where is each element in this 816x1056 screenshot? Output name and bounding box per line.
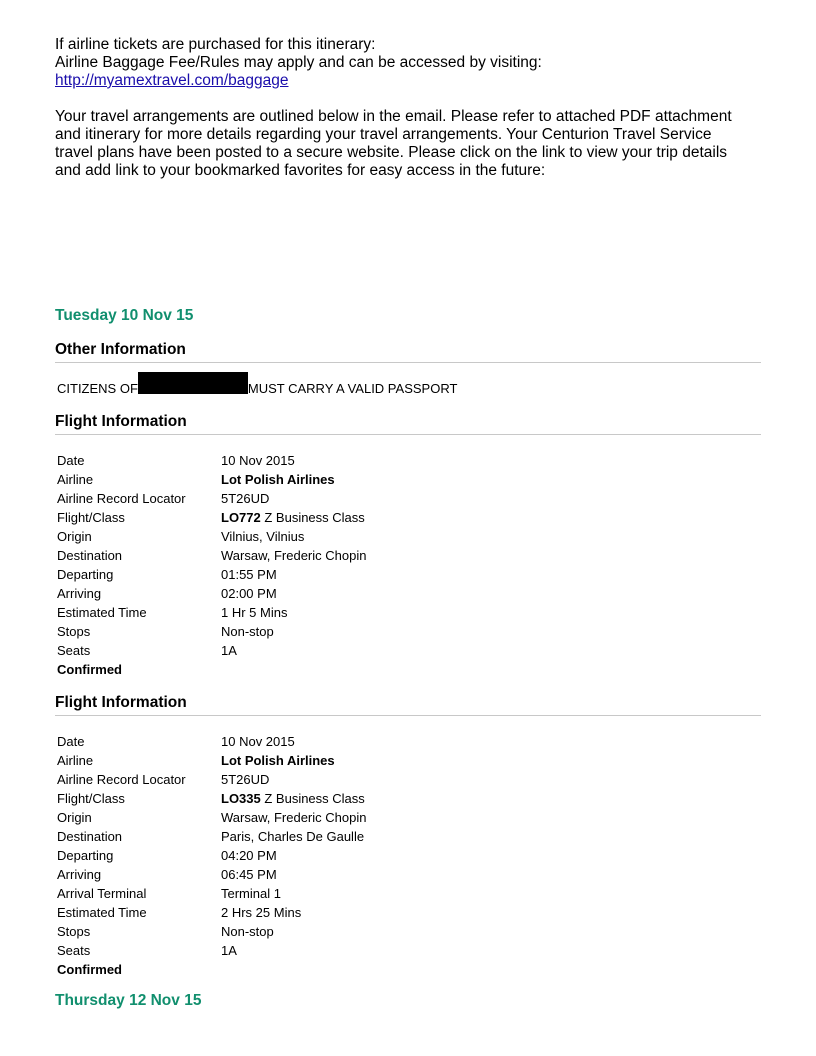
info-row-airline (57, 470, 366, 489)
info-row-stops (57, 622, 366, 641)
field-label: Estimated Time (57, 905, 147, 920)
intro-para-line-1: Your travel arrangements are outlined below in the email. Please refer to attached PDF attachment (55, 108, 732, 125)
field-value: Paris, Charles De Gaulle (221, 829, 365, 844)
field-value: Warsaw, Frederic Chopin (221, 810, 367, 825)
info-row-terminal (57, 884, 366, 903)
field-value: Warsaw, Frederic Chopin (221, 548, 367, 563)
section-divider (55, 715, 761, 716)
day-heading-tuesday: Tuesday 10 Nov 15 (55, 307, 194, 324)
info-row-origin (57, 808, 366, 827)
flight-info-title-1: Flight Information (55, 413, 187, 430)
passport-notice (57, 372, 457, 396)
info-row-class (57, 789, 366, 808)
field-label: Seats (57, 943, 91, 958)
field-label: Departing (57, 848, 114, 863)
field-label: Stops (57, 924, 91, 939)
flight-info-title-2: Flight Information (55, 694, 187, 711)
info-row-date (57, 451, 366, 470)
field-label: Date (57, 734, 85, 749)
status-confirmed: Confirmed (57, 662, 122, 677)
info-row-destination (57, 546, 366, 565)
intro-para-line-4: and add link to your bookmarked favorites for easy access in the future: (55, 162, 546, 179)
field-value (221, 508, 366, 527)
field-value: 10 Nov 2015 (221, 734, 295, 749)
field-label: Stops (57, 624, 91, 639)
field-value (221, 789, 366, 808)
info-row-stops (57, 922, 366, 941)
day-heading-thursday: Thursday 12 Nov 15 (55, 992, 202, 1009)
field-label: Airline Record Locator (57, 491, 186, 506)
info-row-departing (57, 846, 366, 865)
class-text: Z Business Class (260, 510, 365, 525)
baggage-link[interactable]: http://myamextravel.com/baggage (55, 72, 289, 89)
section-divider (55, 362, 761, 363)
field-label: Flight/Class (57, 791, 125, 806)
field-label: Date (57, 453, 85, 468)
section-divider (55, 434, 761, 435)
flight-number: LO772 (221, 510, 261, 525)
field-label: Arriving (57, 867, 102, 882)
info-row-origin (57, 527, 366, 546)
info-row-class (57, 508, 366, 527)
info-row-arriving (57, 865, 366, 884)
flight-number: LO335 (221, 791, 261, 806)
info-row-departing (57, 565, 366, 584)
field-label: Destination (57, 829, 123, 844)
flight-info-table-2 (57, 732, 366, 979)
other-info-title: Other Information (55, 341, 186, 358)
field-label: Airline (57, 753, 94, 768)
field-value: Non-stop (221, 624, 274, 639)
info-row-estimated (57, 603, 366, 622)
field-label: Origin (57, 529, 92, 544)
field-label: Airline Record Locator (57, 772, 186, 787)
field-value: Non-stop (221, 924, 274, 939)
class-text: Z Business Class (260, 791, 365, 806)
field-value: 06:45 PM (221, 867, 277, 882)
field-value: 10 Nov 2015 (221, 453, 295, 468)
info-row-locator (57, 770, 366, 789)
info-row-airline (57, 751, 366, 770)
field-value: 04:20 PM (221, 848, 277, 863)
info-row-status (57, 660, 366, 679)
info-row-seats (57, 941, 366, 960)
redacted-block (138, 372, 248, 394)
field-label: Departing (57, 567, 114, 582)
field-value: Lot Polish Airlines (221, 472, 335, 487)
info-row-arriving (57, 584, 366, 603)
field-value: 01:55 PM (221, 567, 277, 582)
passport-notice-prefix: CITIZENS OF (57, 381, 138, 396)
field-value: 2 Hrs 25 Mins (221, 905, 302, 920)
field-value: Lot Polish Airlines (221, 753, 335, 768)
field-value: 1A (221, 643, 237, 658)
flight-info-table-1 (57, 451, 366, 679)
field-value: 5T26UD (221, 491, 270, 506)
intro-para-line-2: and itinerary for more details regarding your travel arrangements. Your Centurion Travel Service (55, 126, 712, 143)
field-value: 5T26UD (221, 772, 270, 787)
field-label: Seats (57, 643, 91, 658)
info-row-date (57, 732, 366, 751)
field-label: Origin (57, 810, 92, 825)
field-value: 1 Hr 5 Mins (221, 605, 288, 620)
info-row-destination (57, 827, 366, 846)
intro-line-tickets: If airline tickets are purchased for this itinerary: (55, 36, 376, 53)
intro-para-line-3: travel plans have been posted to a secure website. Please click on the link to view your trip details (55, 144, 728, 161)
info-row-status (57, 960, 366, 979)
passport-notice-suffix: MUST CARRY A VALID PASSPORT (247, 381, 458, 396)
field-label: Flight/Class (57, 510, 125, 525)
info-row-seats (57, 641, 366, 660)
status-confirmed: Confirmed (57, 962, 122, 977)
field-label: Destination (57, 548, 123, 563)
info-row-estimated (57, 903, 366, 922)
field-label: Airline (57, 472, 94, 487)
intro-text (55, 36, 775, 180)
field-label: Estimated Time (57, 605, 147, 620)
field-label: Arriving (57, 586, 102, 601)
field-label: Arrival Terminal (57, 886, 147, 901)
field-value: Vilnius, Vilnius (221, 529, 305, 544)
field-value: 02:00 PM (221, 586, 277, 601)
field-value: 1A (221, 943, 237, 958)
intro-line-baggage: Airline Baggage Fee/Rules may apply and can be accessed by visiting: (55, 54, 542, 71)
field-value: Terminal 1 (221, 886, 281, 901)
info-row-locator (57, 489, 366, 508)
